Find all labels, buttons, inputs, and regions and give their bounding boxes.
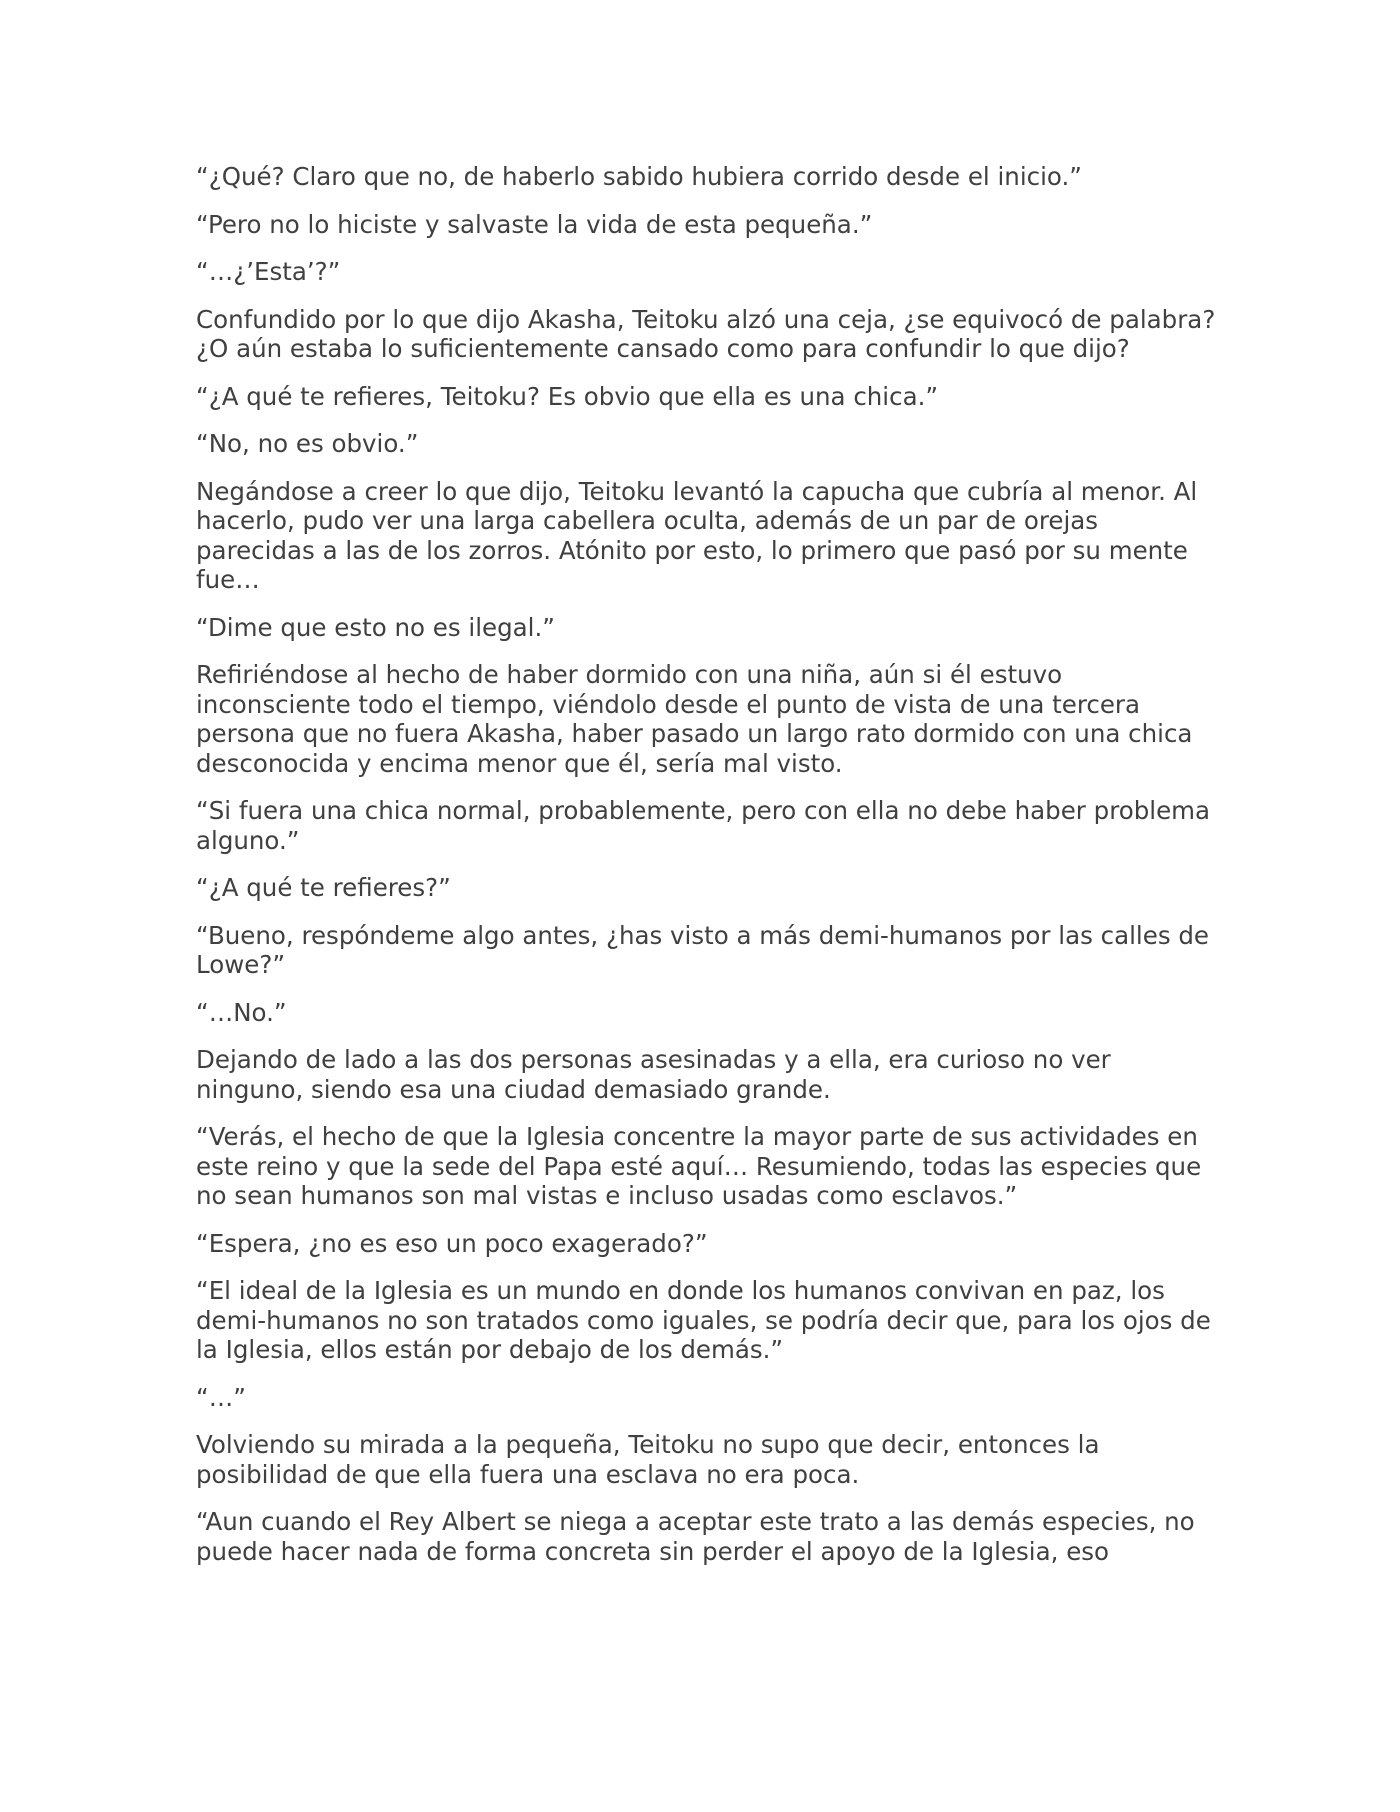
paragraph-8: “Dime que esto no es ilegal.” [196,612,555,642]
paragraph-1: “¿Qué? Claro que no, de haberlo sabido hubiera corrido desde el inicio.” [196,162,1082,191]
paragraph-2: “Pero no lo hiciste y salvaste la vida de esta pequeña.” [196,209,873,239]
paragraph-16: “Espera, ¿no es eso un poco exagerado?” [196,1228,708,1258]
paragraph-10: “Si fuera una chica normal, probablemente, pero con ella no debe haber problema alguno.” [196,796,1211,855]
paragraph-6: “No, no es obvio.” [196,429,419,458]
paragraph-20: “Aun cuando el Rey Albert se niega a aceptar este trato a las demás especies, no puede hacer nada de forma concreta sin perder el apoyo de la Iglesia, eso [196,1507,1195,1566]
paragraph-12: “Bueno, respóndeme algo antes, ¿has visto a más demi-humanos por las calles de Lowe?” [196,920,1209,979]
paragraph-9: Refiriéndose al hecho de haber dormido con una niña, aún si él estuvo inconsciente todo el tiempo, viéndolo desde el punto de vista de una tercera persona que no fuera Akasha, haber pasado un largo rato dormido con una chica desconocida y encima menor que él, sería mal visto. [196,660,1193,778]
paragraph-7: Negándose a creer lo que dijo, Teitoku levantó la capucha que cubría al menor. Al hacerlo, pudo ver una larga cabellera oculta, además de un par de orejas parecidas a las de los zorros. Atónito por esto, lo primero que pasó por su mente fue… [196,476,1198,594]
paragraph-17: “El ideal de la Iglesia es un mundo en donde los humanos convivan en paz, los demi-humanos no son tratados como iguales, se podría decir que, para los ojos de la Iglesia, ellos están por debajo de los demás.” [196,1276,1211,1364]
paragraph-11: “¿A qué te refieres?” [196,873,451,902]
paragraph-14: Dejando de lado a las dos personas asesinadas y a ella, era curioso no ver ninguno, siendo esa una ciudad demasiado grande. [196,1045,1111,1104]
paragraph-19: Volviendo su mirada a la pequeña, Teitoku no supo que decir, entonces la posibilidad de que ella fuera una esclava no era poca. [196,1430,1100,1489]
paragraph-18: “…” [196,1382,246,1412]
document-body [196,162,1216,1584]
paragraph-4: Confundido por lo que dijo Akasha, Teitoku alzó una ceja, ¿se equivocó de palabra? ¿O aún estaba lo suficientemente cansado como para confundir lo que dijo? [196,304,1216,363]
paragraph-13: “…No.” [196,997,287,1027]
paragraph-15: “Verás, el hecho de que la Iglesia concentre la mayor parte de sus actividades en este reino y que la sede del Papa esté aquí… Resumiendo, todas las especies que no sean humanos son mal vistas e incluso usadas como esclavos.” [196,1122,1202,1210]
paragraph-3: “…¿’Esta’?” [196,257,341,286]
paragraph-5: “¿A qué te refieres, Teitoku? Es obvio que ella es una chica.” [196,381,939,411]
